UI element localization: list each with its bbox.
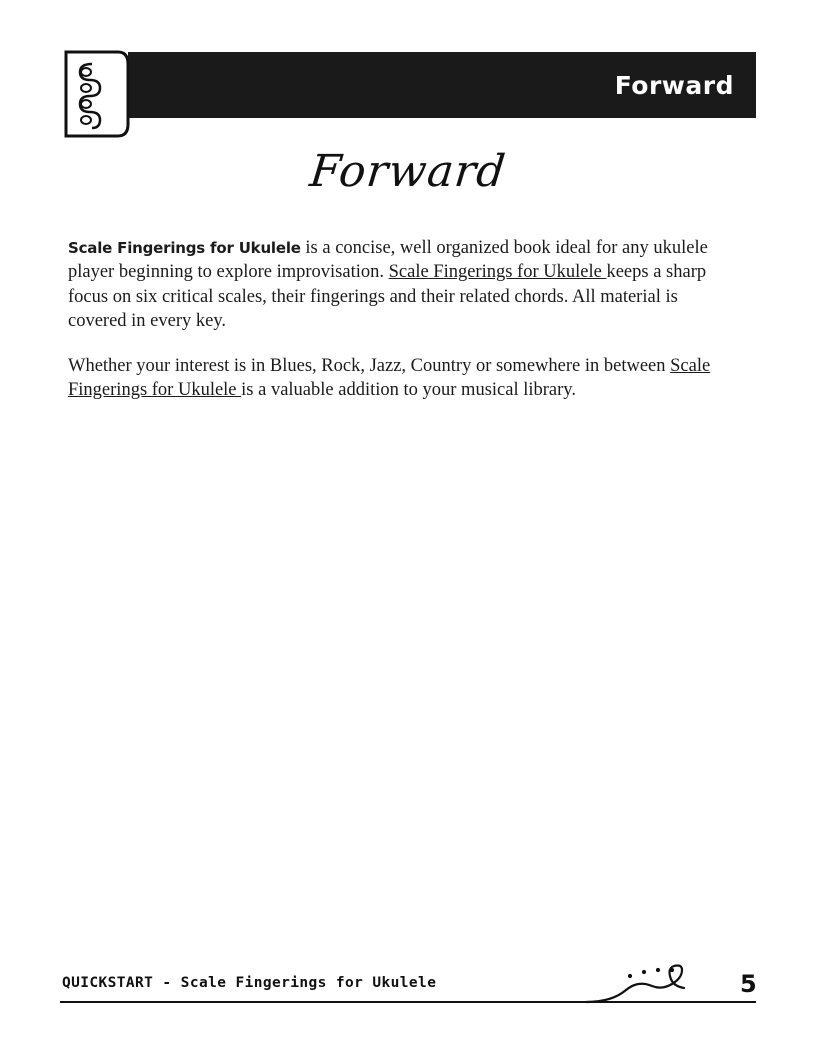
book-title-underlined-1: Scale Fingerings for Ukulele xyxy=(388,262,607,283)
footer-label: QUICKSTART - Scale Fingerings for Ukulele xyxy=(62,975,437,991)
page-header-band xyxy=(128,52,756,118)
paragraph-1-text-b: keeps a sharp focus on six critical scales, their fingerings and their related chords. All material is covered in every key. xyxy=(68,262,707,332)
section-heading-script: Forward xyxy=(307,146,509,197)
paragraph-2-text-b: is a valuable addition to your musical library. xyxy=(241,380,576,401)
ukulele-headstock-flourish-icon xyxy=(586,962,706,1006)
forward-body-text xyxy=(68,236,718,422)
page-title: Forward xyxy=(614,70,734,100)
ukulele-headstock-icon xyxy=(62,50,132,140)
paragraph-1 xyxy=(68,236,718,334)
paragraph-2-text-a: Whether your interest is in Blues, Rock, Jazz, Country or somewhere in between xyxy=(68,355,671,376)
book-title-bold: Scale Fingerings for Ukulele xyxy=(68,239,301,257)
paragraph-1-text-a: is a concise, well organized book ideal for any ukulele player beginning to explore improvisation. xyxy=(68,238,708,283)
page-number: 5 xyxy=(740,970,757,998)
paragraph-2 xyxy=(68,354,718,403)
book-title-underlined-2: Scale Fingerings for Ukulele xyxy=(68,355,711,401)
